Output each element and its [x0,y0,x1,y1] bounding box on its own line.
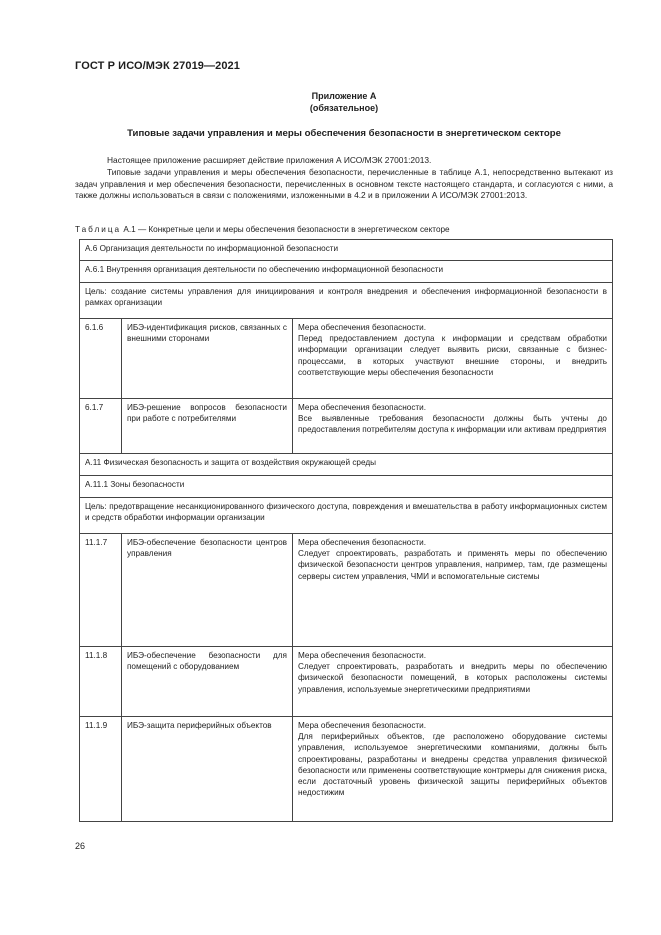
annex-heading: Типовые задачи управления и меры обеспечения безопасности в энергетическом секторе [127,128,561,139]
control-name: ИБЭ-идентификация рисков, связанных с внешними сторонами [122,319,293,399]
control-description [293,534,613,647]
control-name: ИБЭ-защита периферийных объектов [122,717,293,822]
intro-paragraph-1: Настоящее приложение расширяет действие приложения А ИСО/МЭК 27001:2013. [107,155,432,165]
page-number: 26 [75,841,86,851]
control-name: ИБЭ-обеспечение безопасности центров управления [122,534,293,647]
measure-label: Мера обеспечения безопасности. [298,323,427,332]
intro-paragraph-2: Типовые задачи управления и меры обеспечения безопасности, перечисленные в таблице А.1, непосредственно вытекают из задач управления и мер обеспечения безопасности, перечисленных в основном тексте настоящего стандарта, и согласуются с ними, а также должны использоваться в связи с положениями, изложенными в 4.2 и в приложении А ИСО/МЭК 27001:2013. [75,167,613,201]
measure-label: Мера обеспечения безопасности. [298,651,427,660]
objective-a11-1: Цель: предотвращение несанкционированного физического доступа, повреждения и вмешательства в работу информационных систем и средств обработки информации организации [80,498,613,534]
measure-text: Перед предоставлением доступа к информации и средствам обработки информации организации следует выявить риски, связанные с бизнес-процессами, в которых участвуют внешние стороны, и внедрить соответствующие меры обеспечения безопасности [298,334,607,377]
control-description [293,647,613,717]
control-description [293,319,613,399]
measure-label: Мера обеспечения безопасности. [298,403,427,412]
objective-a6-1: Цель: создание системы управления для инициирования и контроля внедрения и обеспечения информационной безопасности в рамках организации [80,283,613,319]
annex-status: (обязательное) [309,103,379,113]
control-name: ИБЭ-обеспечение безопасности для помещений с оборудованием [122,647,293,717]
control-number: 11.1.9 [80,717,122,822]
table-caption-prefix: Таблица [75,225,122,234]
measure-label: Мера обеспечения безопасности. [298,721,427,730]
control-name: ИБЭ-решение вопросов безопасности при работе с потребителями [122,399,293,454]
document-code: ГОСТ Р ИСО/МЭК 27019—2021 [75,60,240,72]
section-a11: А.11 Физическая безопасность и защита от воздействия окружающей среды [80,454,613,476]
subsection-a11-1: А.11.1 Зоны безопасности [80,476,613,498]
table-row [80,319,613,399]
control-number: 11.1.8 [80,647,122,717]
control-description [293,717,613,822]
measure-text: Следует спроектировать, разработать и применять меры по обеспечению физической безопасности центров управления, например, там, где размещены серверы систем управления, ЧМИ и вспомогательные системы [298,549,607,581]
annex-title: Приложение А [311,91,377,101]
controls-table [79,239,613,822]
table-row [80,717,613,822]
control-number: 6.1.7 [80,399,122,454]
table-row [80,534,613,647]
control-number: 11.1.7 [80,534,122,647]
table-row [80,399,613,454]
control-description [293,399,613,454]
table-row [80,498,613,534]
table-row [80,454,613,476]
subsection-a6-1: А.6.1 Внутренняя организация деятельности по обеспечению информационной безопасности [80,261,613,283]
table-caption-text: А.1 — Конкретные цели и меры обеспечения безопасности в энергетическом секторе [123,225,450,234]
control-number: 6.1.6 [80,319,122,399]
table-row [80,283,613,319]
table-row [80,261,613,283]
measure-label: Мера обеспечения безопасности. [298,538,427,547]
section-a6: А.6 Организация деятельности по информационной безопасности [80,240,613,261]
measure-text: Для периферийных объектов, где расположено оборудование системы управления, используемое энергетическими компаниями, должны быть спроектированы, разработаны и внедрены средства управления физической безопасности или применены соответствующие контрмеры для снижения риска, если достаточный уровень физической защиты периферийных объектов недостижим [298,732,607,798]
table-row [80,647,613,717]
table-row [80,476,613,498]
measure-text: Следует спроектировать, разработать и внедрить меры по обеспечению физической безопасности помещений, в которых расположены системы управления, используемые энергетическими предприятиями [298,662,607,694]
measure-text: Все выявленные требования безопасности должны быть учтены до предоставления потребителям доступа к информации или активам предприятия [298,414,607,435]
table-row [80,240,613,261]
table-caption [75,225,450,234]
